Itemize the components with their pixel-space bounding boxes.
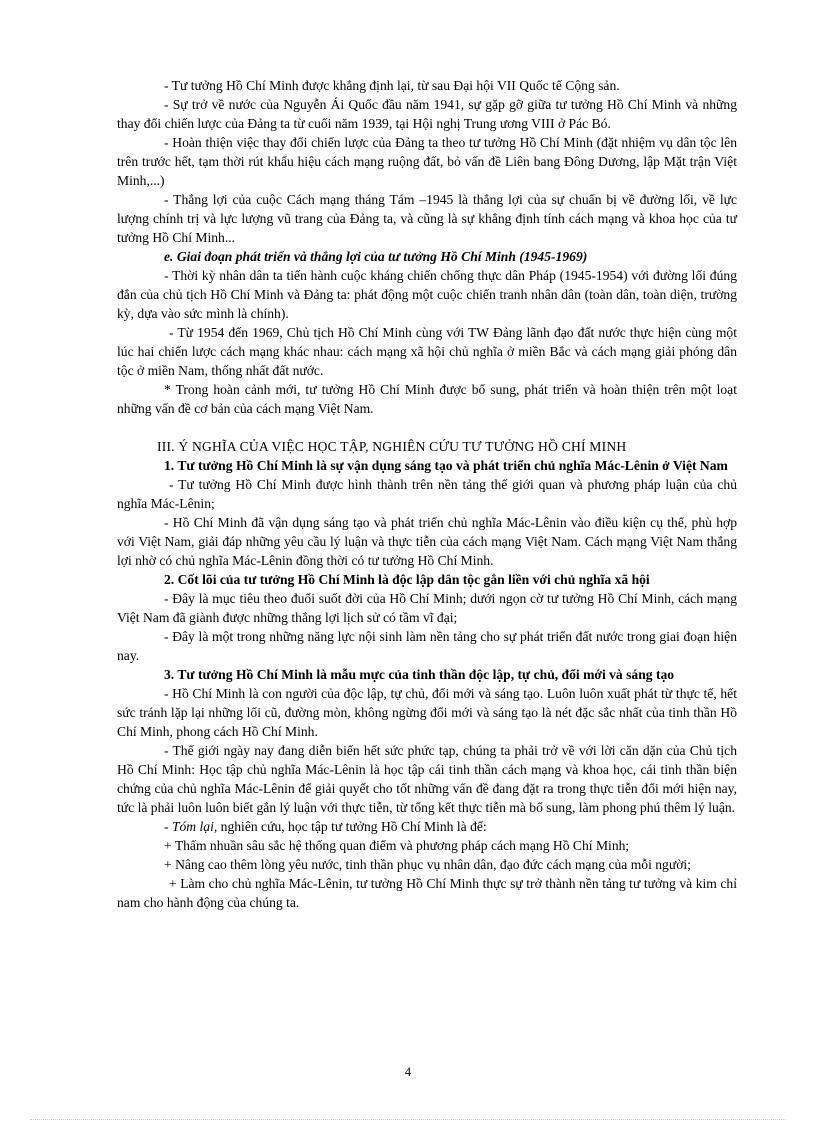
summary-italic: Tóm lại, [171,819,218,834]
paragraph: + Thấm nhuần sâu sắc hệ thống quan điểm và phương pháp cách mạng Hồ Chí Minh; [164,838,630,853]
paragraph: - Từ 1954 đến 1969, Chủ tịch Hồ Chí Minh cùng với TW Đảng lãnh đạo đất nước thực hiện cùng một lúc hai chiến lược cách mạng khác nhau: cách mạng xã hội chủ nghĩa ở miền Bắc và cách mạng giải phóng dân tộc ở miền Nam, thống nhất đất nước. [117,325,737,378]
paragraph: + Nâng cao thêm lòng yêu nước, tinh thần phục vụ nhân dân, đạo đức cách mạng của mỗi người; [164,857,691,872]
paragraph: - Thắng lợi của cuộc Cách mạng tháng Tám –1945 là thắng lợi của sự chuẩn bị về đường lối, về lực lượng chính trị và lực lượng vũ trang của Đảng ta, và cũng là sự khẳng định tính cách mạng và khoa học của tư tưởng Hồ Chí Minh... [117,192,737,245]
paragraph: * Trong hoàn cảnh mới, tư tưởng Hồ Chí Minh được bổ sung, phát triển và hoàn thiện trên một loạt những vấn đề cơ bản của cách mạng Việt Nam. [117,382,737,416]
paragraph: - Thời kỳ nhân dân ta tiến hành cuộc kháng chiến chống thực dân Pháp (1945-1954) với đường lối đúng đắn của chủ tịch Hồ Chí Minh và Đảng ta: phát động một cuộc chiến tranh nhân dân (toàn dân, toàn diện, trường kỳ, dựa vào sức mình là chính). [117,268,737,321]
summary-paragraph [117,817,737,836]
paragraph: - Tư tưởng Hồ Chí Minh được hình thành trên nền tảng thế giới quan và phương pháp luận của chủ nghĩa Mác-Lênin; [117,477,737,511]
page-number: 4 [404,1065,412,1079]
section-subheading-3: 3. Tư tưởng Hồ Chí Minh là mẫu mực của tinh thần độc lập, tự chủ, đổi mới và sáng tạo [164,667,675,682]
paragraph: - Đây là một trong những năng lực nội sinh làm nền tảng cho sự phát triển đất nước trong giai đoạn hiện nay. [117,629,737,663]
subheading-e: e. Giai đoạn phát triển và thắng lợi của tư tưởng Hồ Chí Minh (1945-1969) [164,249,588,264]
paragraph: - Hồ Chí Minh là con người của độc lập, tự chủ, đổi mới và sáng tạo. Luôn luôn xuất phát từ thực tế, hết sức tránh lặp lại những lối cũ, đường mòn, không ngừng đổi mới và sáng tạo là nét đặc sắc nhất của tinh thần Hồ Chí Minh, phong cách Hồ Chí Minh. [117,686,737,739]
section-subheading-1: 1. Tư tưởng Hồ Chí Minh là sự vận dụng sáng tạo và phát triển chủ nghĩa Mác-Lênin ở Việt Nam [164,458,728,473]
summary-rest: nghiên cứu, học tập tư tưởng Hồ Chí Minh là để: [217,819,487,834]
page-bottom-divider [30,1119,786,1120]
paragraph: - Hoàn thiện việc thay đổi chiến lược của Đảng ta theo tư tưởng Hồ Chí Minh (đặt nhiệm vụ dân tộc lên trên trước hết, tạm thời rút khẩu hiệu cách mạng ruộng đất, bỏ vấn đề Liên bang Đông Dương, lập Mặt trận Việt Minh,...) [117,135,737,188]
paragraph: - Thế giới ngày nay đang diễn biến hết sức phức tạp, chúng ta phải trở về với lời căn dặn của Chủ tịch Hồ Chí Minh: Học tập chủ nghĩa Mác-Lênin là học tập cái tinh thần cách mạng và khoa học, cái tinh thần biện chứng của chủ nghĩa Mác-Lênin để giải quyết cho tốt những vấn đề đang đặt ra trong thực tiễn đổi mới hiện nay, tức là phải luôn luôn biết gắn lý luận với thực tiễn, từ tổng kết thực tiễn mà bổ sung, làm phong phú thêm lý luận. [117,743,737,815]
paragraph: - Sự trở về nước của Nguyễn Ái Quốc đầu năm 1941, sự gặp gỡ giữa tư tưởng Hồ Chí Minh và những thay đổi chiến lược của Đảng ta từ cuối năm 1939, tại Hội nghị Trung ương VIII ở Pác Bó. [117,97,737,131]
section-heading: III. Ý NGHĨA CỦA VIỆC HỌC TẬP, NGHIÊN CỨU TƯ TƯỞNG HỒ CHÍ MINH [157,439,627,454]
section-subheading-2: 2. Cốt lõi của tư tưởng Hồ Chí Minh là độc lập dân tộc gắn liền với chủ nghĩa xã hội [164,572,650,587]
paragraph: + Làm cho chủ nghĩa Mác-Lênin, tư tưởng Hồ Chí Minh thực sự trở thành nền tảng tư tưởng và kim chỉ nam cho hành động của chúng ta. [117,876,737,910]
summary-prefix: - [164,819,172,834]
paragraph: - Hồ Chí Minh đã vận dụng sáng tạo và phát triển chủ nghĩa Mác-Lênin vào điều kiện cụ thể, phù hợp với Việt Nam, giải đáp những yêu cầu lý luận và thực tiễn của cách mạng Việt Nam. Cách mạng Việt Nam thắng lợi nhờ có chủ nghĩa Mác-Lênin đồng thời có tư tưởng Hồ Chí Minh. [117,515,737,568]
page-content [117,76,737,912]
paragraph: - Đây là mục tiêu theo đuổi suốt đời của Hồ Chí Minh; dưới ngọn cờ tư tưởng Hồ Chí Minh, cách mạng Việt Nam đã giành được những thắng lợi lịch sử có tầm vĩ đại; [117,591,737,625]
paragraph: - Tư tưởng Hồ Chí Minh được khẳng định lại, từ sau Đại hội VII Quốc tế Cộng sản. [164,78,620,93]
